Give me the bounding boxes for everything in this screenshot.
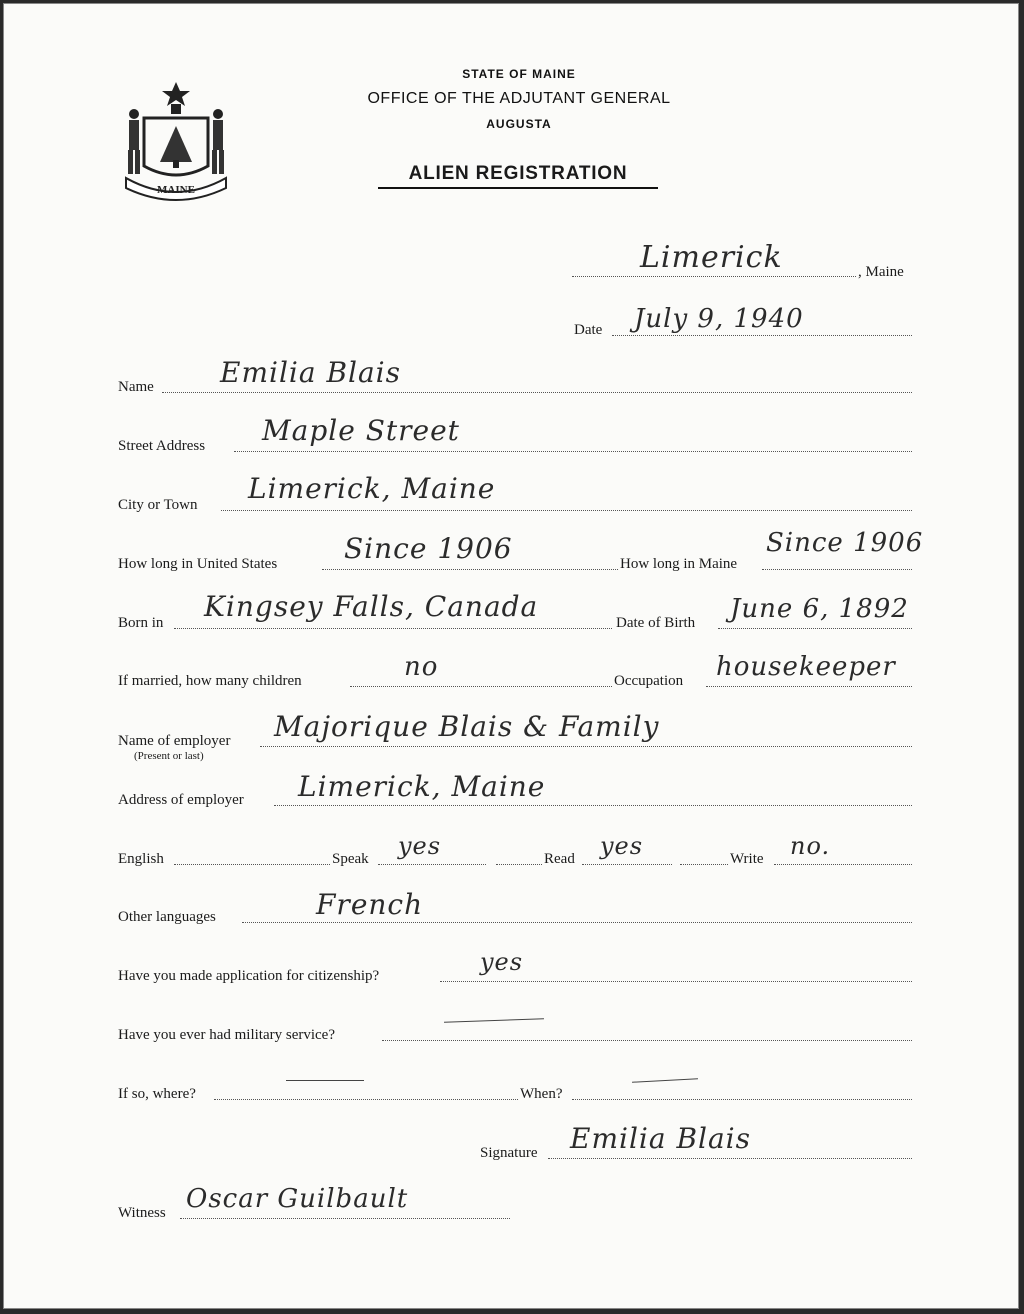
- street-value: Maple Street: [262, 414, 460, 447]
- speak-label: Speak: [332, 851, 369, 867]
- citizenship-line: [440, 981, 912, 982]
- signature-line: [548, 1158, 912, 1159]
- how-long-maine-value: Since 1906: [766, 528, 924, 558]
- where-line: [214, 1099, 518, 1100]
- other-languages-value: French: [316, 888, 424, 921]
- svg-text:MAINE: MAINE: [157, 184, 195, 196]
- when-label: When?: [520, 1086, 563, 1102]
- children-line: [350, 686, 612, 687]
- children-label: If married, how many children: [118, 673, 302, 689]
- employer-sublabel: (Present or last): [134, 750, 204, 762]
- how-long-maine-line: [762, 569, 912, 570]
- form-title: ALIEN REGISTRATION: [378, 163, 658, 189]
- speak-line: [378, 864, 486, 865]
- occupation-label: Occupation: [614, 673, 684, 689]
- city-value: Limerick, Maine: [248, 472, 496, 505]
- citizenship-value: yes: [480, 948, 524, 976]
- born-in-value: Kingsey Falls, Canada: [204, 590, 539, 623]
- witness-line: [180, 1218, 510, 1219]
- write-value: no.: [790, 832, 831, 860]
- employer-line: [260, 746, 912, 747]
- read-value: yes: [600, 832, 644, 860]
- children-value: no: [404, 652, 439, 682]
- maine-suffix: , Maine: [858, 264, 904, 280]
- employer-label: Name of employer: [118, 733, 231, 749]
- date-of-birth-value: June 6, 1892: [730, 594, 909, 624]
- english-label: English: [118, 851, 164, 867]
- witness-value: Oscar Guilbault: [186, 1184, 409, 1214]
- write-line: [774, 864, 912, 865]
- witness-label: Witness: [118, 1205, 166, 1221]
- employer-address-line: [274, 805, 912, 806]
- date-value: July 9, 1940: [634, 304, 804, 334]
- how-long-us-line: [322, 569, 618, 570]
- signature-value: Emilia Blais: [570, 1122, 751, 1155]
- maine-state-seal: [122, 80, 230, 204]
- military-label: Have you ever had military service?: [118, 1027, 335, 1043]
- occupation-value: housekeeper: [716, 652, 896, 682]
- write-lead-line: [680, 864, 728, 865]
- alien-registration-form: [3, 3, 1019, 1309]
- read-label: Read: [544, 851, 575, 867]
- when-dash-mark: [632, 1078, 698, 1082]
- military-dash-mark: [444, 1018, 544, 1022]
- name-value: Emilia Blais: [220, 356, 401, 389]
- read-line: [582, 864, 672, 865]
- born-in-line: [174, 628, 612, 629]
- where-label: If so, where?: [118, 1086, 196, 1102]
- how-long-us-value: Since 1906: [344, 532, 513, 565]
- employer-value: Majorique Blais & Family: [274, 710, 660, 743]
- office-heading: OFFICE OF THE ADJUTANT GENERAL: [367, 90, 671, 107]
- write-label: Write: [730, 851, 764, 867]
- state-heading: STATE OF MAINE: [462, 67, 576, 81]
- how-long-maine-label: How long in Maine: [620, 556, 738, 572]
- english-line: [174, 864, 330, 865]
- town-value: Limerick: [640, 240, 783, 275]
- signature-label: Signature: [480, 1145, 538, 1161]
- how-long-us-label: How long in United States: [118, 556, 278, 572]
- street-label: Street Address: [118, 438, 206, 454]
- date-of-birth-label: Date of Birth: [616, 615, 696, 631]
- other-languages-label: Other languages: [118, 909, 216, 925]
- occupation-line: [706, 686, 912, 687]
- born-in-label: Born in: [118, 615, 164, 631]
- date-of-birth-line: [718, 628, 912, 629]
- street-line: [234, 451, 912, 452]
- city-heading: AUGUSTA: [486, 117, 552, 131]
- speak-value: yes: [398, 832, 442, 860]
- employer-address-value: Limerick, Maine: [298, 770, 546, 803]
- city-label: City or Town: [118, 497, 198, 513]
- read-lead-line: [496, 864, 542, 865]
- name-line: [162, 392, 912, 393]
- name-label: Name: [118, 379, 154, 395]
- date-line: [612, 335, 912, 336]
- military-line: [382, 1040, 912, 1041]
- date-label: Date: [574, 322, 603, 338]
- city-line: [221, 510, 912, 511]
- other-languages-line: [242, 922, 912, 923]
- citizenship-label: Have you made application for citizenship?: [118, 968, 380, 984]
- employer-address-label: Address of employer: [118, 792, 244, 808]
- when-line: [572, 1099, 912, 1100]
- where-dash-mark: [286, 1080, 364, 1081]
- town-line: [572, 276, 856, 277]
